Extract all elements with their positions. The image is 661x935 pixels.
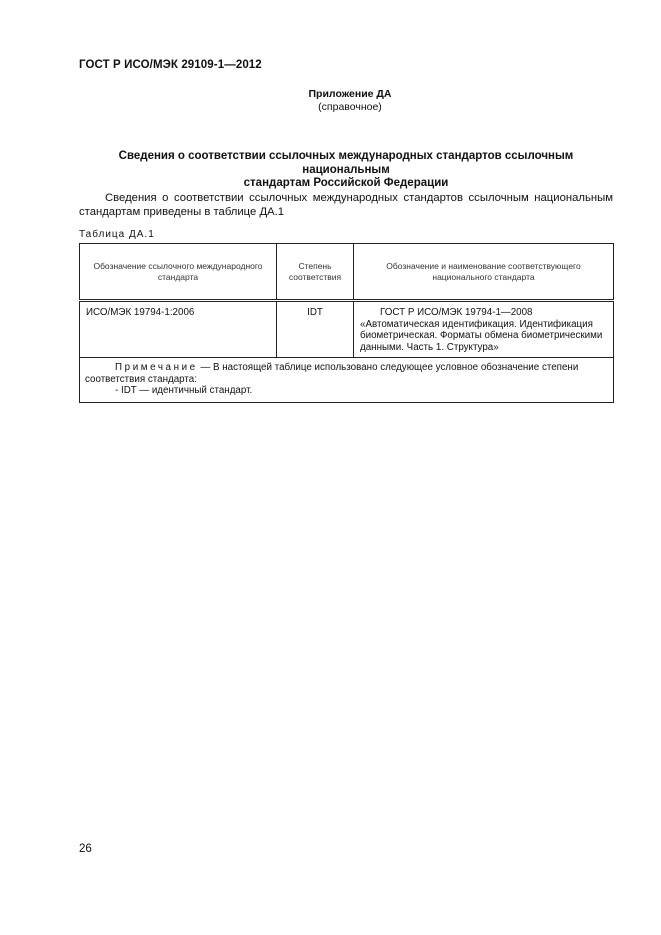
column-header-degree (277, 244, 354, 301)
appendix-note: (справочное) (318, 100, 382, 113)
table-note (80, 358, 613, 402)
section-heading-line-1: Сведения о соответствии ссылочных международных стандартов ссылочным национальным (118, 150, 574, 176)
column-header-degree-label: Степень соответствия (288, 260, 342, 282)
table-header-row (80, 244, 614, 301)
note-text: — В настоящей таблице использовано следующее условное обозначение степени соответствия стандарта: (85, 362, 579, 385)
column-header-national-standard-label: Обозначение и наименование соответствующего национального стандарта (386, 260, 581, 282)
intro-paragraph: Сведения о соответствии ссылочных международных стандартов ссылочным национальным стандартам приведены в таблице ДА.1 (79, 192, 613, 218)
column-header-intl-standard-label: Обозначение ссылочного международного стандарта (93, 260, 263, 282)
appendix-heading (200, 88, 500, 113)
cell-national-standard (354, 301, 614, 358)
note-label (85, 362, 198, 373)
table-row (80, 301, 614, 358)
national-standard-value: ГОСТ Р ИСО/МЭК 19794-1—2008 «Автоматическая идентификация. Идентификация биометрическая. Форматы обмена биометрическими данными. Часть 1. Структура» (360, 307, 603, 353)
cell-degree (277, 301, 354, 358)
degree-value: IDT (307, 307, 323, 318)
cell-intl-standard (80, 301, 277, 358)
reference-table (79, 243, 614, 403)
section-heading (79, 150, 613, 191)
table-caption: Таблица ДА.1 (79, 229, 155, 240)
document-code: ГОСТ Р ИСО/МЭК 29109-1—2012 (79, 59, 262, 71)
appendix-title: Приложение ДА (308, 88, 392, 100)
page-number: 26 (79, 843, 92, 855)
note-label-text: Примечание (115, 362, 198, 373)
column-header-intl-standard (80, 244, 277, 301)
table-note-row (80, 358, 614, 403)
cell-note (80, 358, 614, 403)
intl-standard-value: ИСО/МЭК 19794-1:2006 (86, 307, 195, 318)
column-header-national-standard (354, 244, 614, 301)
note-item: - IDT — идентичный стандарт. (115, 385, 253, 396)
section-heading-line-2: стандартам Российской Федерации (243, 177, 449, 189)
